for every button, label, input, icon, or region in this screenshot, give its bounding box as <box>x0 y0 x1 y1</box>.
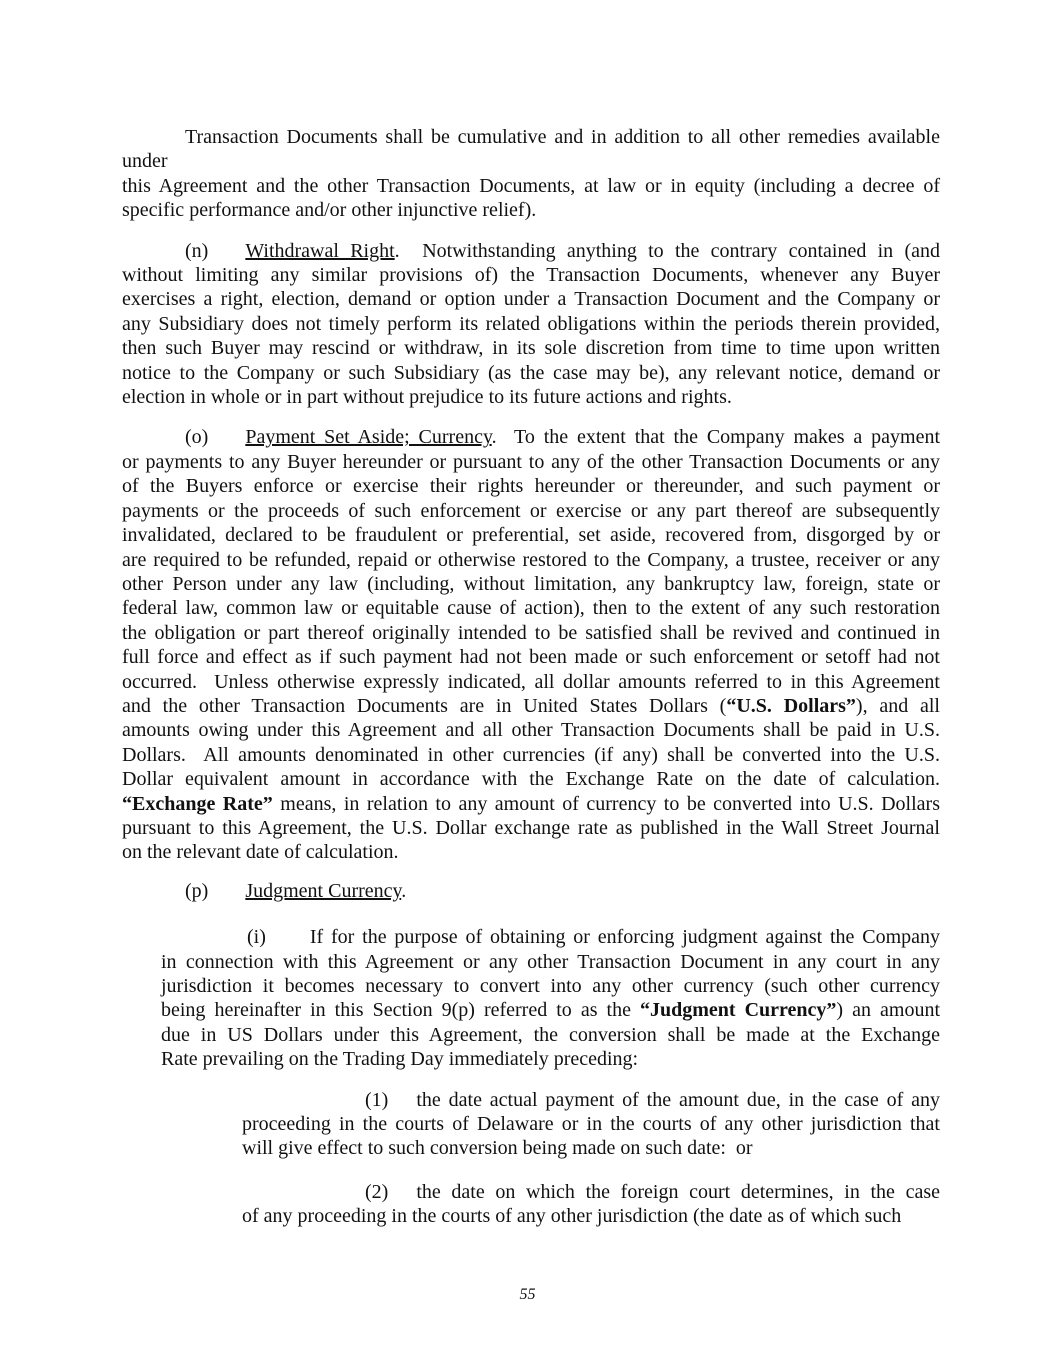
text-line <box>161 1023 940 1047</box>
text-run: on the relevant date of calculation. <box>122 841 399 864</box>
text-run: other Person under any law (including, without limitation, any bankruptcy law, foreign, state or <box>122 572 940 595</box>
text-run: will give effect to such conversion being made on such date: or <box>242 1137 753 1160</box>
text-run: Rate prevailing on the Trading Day immediately preceding: <box>161 1048 639 1071</box>
text-run: and the other Transaction Documents are in United States Dollars ( <box>122 694 727 717</box>
text-line <box>122 718 940 742</box>
text-run: federal law, common law or equitable cause of action), then to the extent of any such restoration <box>122 597 940 620</box>
text-line <box>122 474 940 498</box>
text-run: (n) <box>185 239 209 262</box>
text-line <box>122 263 940 287</box>
tab-spacer <box>208 256 245 257</box>
tab-spacer <box>388 1105 416 1106</box>
text-line <box>161 1047 940 1071</box>
text-line <box>161 974 940 998</box>
text-run: jurisdiction it becomes necessary to convert into any other currency (such other currency <box>161 975 940 997</box>
text-line <box>161 925 940 949</box>
text-line <box>122 336 940 360</box>
text-line <box>122 548 940 572</box>
text-line <box>122 125 945 174</box>
text-run: the date actual payment of the amount due, in the case of any <box>416 1088 940 1111</box>
paragraph-remedies-continuation <box>122 125 945 223</box>
text-run: exercises a right, election, demand or option under a Transaction Document and the Company or <box>122 288 940 311</box>
text-run: amounts owing under this Agreement and all other Transaction Documents shall be paid in U.S. <box>122 719 940 742</box>
text-line <box>122 499 940 523</box>
text-run: . To the extent that the Company makes a payment <box>491 426 941 449</box>
tab-spacer <box>266 942 310 943</box>
text-run: (p) <box>185 879 209 902</box>
text-run: due in US Dollars under this Agreement, the conversion shall be made at the Exchange <box>161 1023 940 1046</box>
section-heading: Payment Set Aside; Currency <box>245 426 492 449</box>
text-line <box>122 385 940 409</box>
text-line <box>122 694 940 718</box>
text-line <box>122 816 940 840</box>
text-line <box>122 645 940 669</box>
text-run: (1) <box>365 1088 389 1111</box>
text-line <box>122 425 940 449</box>
section-heading: Withdrawal Right <box>245 239 395 262</box>
text-line <box>122 596 940 620</box>
text-run: specific performance and/or other injunctive relief). <box>122 199 537 222</box>
text-line <box>242 1112 940 1136</box>
section-heading: Judgment Currency <box>245 879 402 902</box>
text-line <box>122 239 940 263</box>
text-line <box>122 840 940 864</box>
paragraph-p-i-2-foreign-court <box>242 1180 940 1229</box>
document-body <box>122 125 945 1245</box>
paragraph-o-payment-set-aside-currency <box>122 425 940 864</box>
text-line <box>122 361 940 385</box>
text-line <box>122 174 940 198</box>
text-run: (o) <box>185 426 209 449</box>
text-line <box>242 1088 940 1112</box>
text-line <box>161 998 940 1022</box>
text-line <box>122 792 940 816</box>
text-run: proceeding in the courts of Delaware or in the courts of any other jurisdiction that <box>242 1113 940 1136</box>
text-line <box>122 572 940 596</box>
text-run: any Subsidiary does not timely perform its related obligations within the periods therein provided, <box>122 312 940 335</box>
text-run: ), and all <box>855 694 940 717</box>
text-run: the date on which the foreign court determines, in the case <box>416 1180 940 1203</box>
text-run: Transaction Documents shall be cumulative and in addition to all other remedies available under <box>122 126 945 173</box>
text-line <box>161 950 940 974</box>
text-run: means, in relation to any amount of currency to be converted into U.S. Dollars <box>272 792 940 815</box>
text-run: then such Buyer may rescind or withdraw, in its sole discretion from time to time upon written <box>122 337 940 360</box>
text-run: of the Buyers enforce or exercise their rights hereunder or thereunder, and such payment or <box>122 475 940 498</box>
text-run: (2) <box>365 1180 389 1203</box>
text-run: . Notwithstanding anything to the contrary contained in (and <box>394 239 940 262</box>
text-run: election in whole or in part without prejudice to its future actions and rights. <box>122 386 732 409</box>
text-run: are required to be refunded, repaid or otherwise restored to the Company, a trustee, receiver or any <box>122 548 940 571</box>
tab-spacer <box>208 442 245 443</box>
paragraph-p-i-judgment-conversion <box>161 925 940 1071</box>
text-line <box>242 1204 940 1228</box>
text-run: ) an amount <box>836 999 940 1022</box>
text-line <box>122 670 940 694</box>
text-line <box>242 1180 940 1204</box>
text-run: occurred. Unless otherwise expressly indicated, all dollar amounts referred to in this Agreement <box>122 670 940 693</box>
text-run: without limiting any similar provisions of) the Transaction Documents, whenever any Buyer <box>122 264 940 287</box>
text-line <box>122 743 940 767</box>
text-line <box>122 523 940 547</box>
text-line <box>122 198 940 222</box>
text-run: payments or the proceeds of such enforcement or exercise or any part thereof are subsequently <box>122 499 940 522</box>
text-line <box>122 767 940 791</box>
text-line <box>122 879 940 903</box>
paragraph-p-i-1-delaware-courts <box>242 1088 940 1161</box>
text-run: Dollar equivalent amount in accordance with the Exchange Rate on the date of calculation. <box>122 768 940 791</box>
text-line <box>122 312 940 336</box>
paragraph-p-judgment-currency-heading <box>122 879 940 903</box>
text-run: pursuant to this Agreement, the U.S. Dollar exchange rate as published in the Wall Street Journal <box>122 816 940 839</box>
text-run: or payments to any Buyer hereunder or pursuant to any of the other Transaction Documents or any <box>122 450 940 473</box>
text-run: of any proceeding in the courts of any other jurisdiction (the date as of which such <box>242 1205 902 1228</box>
text-run: this Agreement and the other Transaction Documents, at law or in equity (including a decree of <box>122 174 940 197</box>
text-line <box>122 287 940 311</box>
text-run: in connection with this Agreement or any other Transaction Document in any court in any <box>161 950 940 973</box>
text-run: “Judgment Currency” <box>639 999 837 1022</box>
tab-spacer <box>208 896 245 897</box>
text-run: (i) <box>247 926 266 949</box>
text-run: Dollars. All amounts denominated in other currencies (if any) shall be converted into the U.S. <box>122 743 940 766</box>
text-run: notice to the Company or such Subsidiary (as the case may be), any relevant notice, demand or <box>122 361 940 384</box>
text-line <box>122 621 940 645</box>
text-run: invalidated, declared to be fraudulent or preferential, set aside, recovered from, disgorged by or <box>122 524 940 547</box>
text-run: . <box>401 879 407 902</box>
text-line <box>242 1136 940 1160</box>
text-run: If for the purpose of obtaining or enforcing judgment against the Company <box>309 926 940 949</box>
text-run: “Exchange Rate” <box>122 792 273 815</box>
tab-spacer <box>388 1197 416 1198</box>
paragraph-n-withdrawal-right <box>122 239 940 410</box>
text-run: “U.S. Dollars” <box>726 694 856 717</box>
text-line <box>122 450 940 474</box>
text-run: being hereinafter in this Section 9(p) referred to as the <box>161 999 640 1022</box>
page-number: 55 <box>519 1286 536 1303</box>
text-run: the obligation or part thereof originally intended to be satisfied shall be revived and continued in <box>122 621 940 644</box>
text-run: full force and effect as if such payment had not been made or such enforcement or setoff had not <box>122 646 940 669</box>
